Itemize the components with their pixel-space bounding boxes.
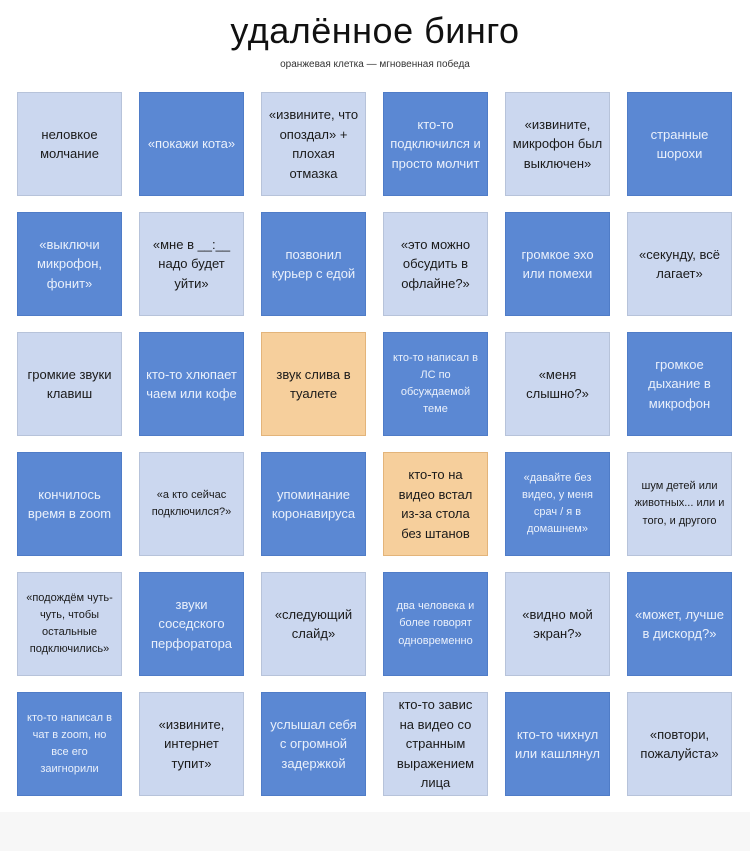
page-subtitle: оранжевая клетка — мгновенная победа <box>280 59 470 70</box>
bingo-cell[interactable] <box>17 572 122 676</box>
cell-text: громкое дыхание в микрофон <box>648 356 711 411</box>
bingo-cell[interactable] <box>17 332 122 436</box>
cell-text: звуки соседского перфоратора <box>150 596 233 651</box>
bingo-cell[interactable] <box>17 692 122 796</box>
bingo-cell[interactable] <box>383 692 488 796</box>
cell-text: звук слива в туалете <box>276 366 351 401</box>
cell-text: кто-то чихнул или кашлянул <box>515 726 600 761</box>
bingo-cell[interactable] <box>139 332 244 436</box>
cell-text: «мне в __:__ надо будет уйти» <box>152 236 231 291</box>
cell-text: «видно мой экран?» <box>522 606 593 641</box>
bingo-cell[interactable] <box>261 212 366 316</box>
cell-text: услышал себя с огромной задержкой <box>270 716 357 771</box>
bingo-cell[interactable] <box>383 212 488 316</box>
bingo-cell[interactable] <box>505 572 610 676</box>
cell-text: «меня слышно?» <box>526 366 589 401</box>
cell-text: кто-то хлюпает чаем или кофе <box>146 366 237 401</box>
cell-text: «давайте без видео, у меня срач / я в домашнем» <box>521 471 594 536</box>
cell-text: «подождём чуть-чуть, чтобы остальные подключились» <box>26 591 113 656</box>
cell-text: кто-то подключился и просто молчит <box>390 116 481 171</box>
cell-text: «выключи микрофон, фонит» <box>36 236 103 291</box>
bingo-cell[interactable] <box>261 452 366 556</box>
bingo-cell[interactable] <box>139 692 244 796</box>
bingo-cell[interactable] <box>505 692 610 796</box>
cell-text: неловкое молчание <box>40 126 99 161</box>
cell-text: кончилось время в zoom <box>27 486 112 521</box>
bingo-cell[interactable] <box>139 212 244 316</box>
bingo-cell[interactable] <box>627 92 732 196</box>
bingo-cell[interactable] <box>383 332 488 436</box>
bingo-cell[interactable] <box>627 212 732 316</box>
bingo-cell[interactable] <box>627 332 732 436</box>
cell-text: «следующий слайд» <box>274 606 353 641</box>
cell-text: громкое эхо или помехи <box>521 246 594 281</box>
bingo-cell[interactable] <box>505 452 610 556</box>
bingo-cell[interactable] <box>627 572 732 676</box>
cell-text: «это можно обсудить в офлайне?» <box>400 236 471 291</box>
cell-text: «может, лучше в дискорд?» <box>634 606 724 641</box>
cell-text: шум детей или животных... или и того, и другого <box>634 480 725 527</box>
cell-text: кто-то написал в ЛС по обсуждаемой теме <box>393 351 478 416</box>
bingo-cell[interactable] <box>139 452 244 556</box>
page-title: удалённое бинго <box>230 10 520 51</box>
cell-text: упоминание коронавируса <box>271 486 356 521</box>
cell-text: громкие звуки клавиш <box>27 366 112 401</box>
bingo-cell-instant-win[interactable] <box>383 452 488 556</box>
bingo-cell[interactable] <box>505 92 610 196</box>
cell-text: позвонил курьер с едой <box>271 246 356 281</box>
bingo-cell[interactable] <box>627 452 732 556</box>
cell-text: странные шорохи <box>650 126 709 161</box>
cell-text: «повтори, пожалуйста» <box>640 726 719 761</box>
cell-text: «извините, что опоздал» + плохая отмазка <box>268 107 359 181</box>
cell-text: «секунду, всё лагает» <box>639 246 720 281</box>
bingo-cell[interactable] <box>505 212 610 316</box>
bingo-grid <box>17 92 732 796</box>
bingo-cell[interactable] <box>261 572 366 676</box>
cell-text: «покажи кота» <box>147 136 236 152</box>
cell-text: кто-то написал в чат в zoom, но все его заигнорили <box>27 711 112 776</box>
cell-text: «извините, микрофон был выключен» <box>512 116 603 171</box>
bingo-cell[interactable] <box>383 572 488 676</box>
cell-text: кто-то на видео встал из-за стола без штанов <box>398 467 473 541</box>
bingo-cell[interactable] <box>139 572 244 676</box>
bingo-cell[interactable] <box>505 332 610 436</box>
cell-text: кто-то завис на видео со странным выражением лица <box>396 697 475 791</box>
bingo-cell[interactable] <box>627 692 732 796</box>
bingo-cell[interactable] <box>17 212 122 316</box>
cell-text: два человека и более говорят одновременно <box>396 600 475 647</box>
cell-text: «извините, интернет тупит» <box>158 716 225 771</box>
bingo-cell[interactable] <box>139 92 244 196</box>
bingo-cell[interactable] <box>383 92 488 196</box>
bingo-cell[interactable] <box>261 692 366 796</box>
bingo-cell[interactable] <box>17 92 122 196</box>
bottom-strip <box>0 812 750 851</box>
cell-text: «а кто сейчас подключился?» <box>151 488 232 518</box>
bingo-cell-instant-win[interactable] <box>261 332 366 436</box>
bingo-cell[interactable] <box>261 92 366 196</box>
bingo-cell[interactable] <box>17 452 122 556</box>
